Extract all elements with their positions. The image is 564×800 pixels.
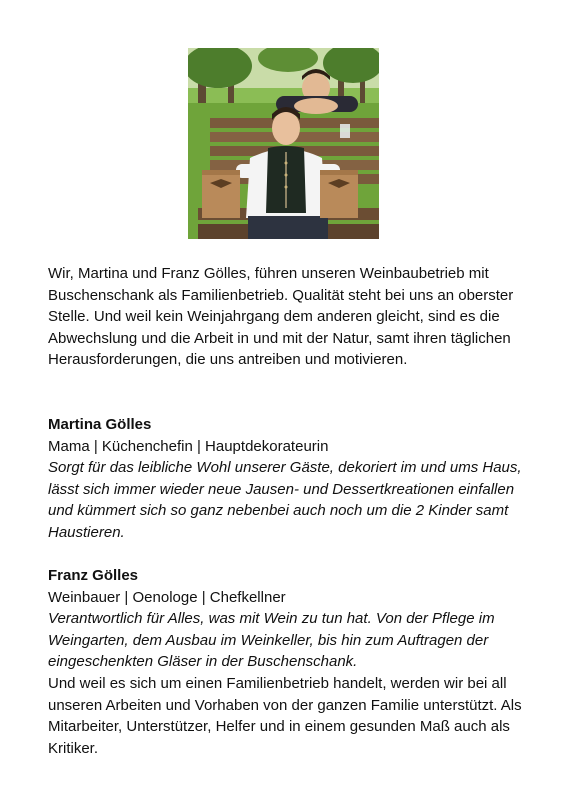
franz-section xyxy=(48,565,528,759)
franz-roles: Weinbauer | Oenologe | Chefkellner xyxy=(48,588,286,606)
franz-closing: Und weil es sich um einen Familienbetrieb handelt, werden wir bei all unseren Arbeiten und Vorhaben von der ganzen Familie unterstützt. Als Mitarbeiter, Unterstützer, Helfer und in einem gesunden Maß auch als Kritiker. xyxy=(48,674,522,757)
intro-text: Wir, Martina und Franz Gölles, führen unseren Weinbaubetrieb mit Buschenschank als Familienbetrieb. Qualität steht bei uns an oberster Stelle. Und weil kein Weinjahrgang dem anderen gleicht, sind es die Abwechslung und die Arbeit in und mit der Natur, samt ihren täglichen Herausforderungen, die uns antreiben und motivieren. xyxy=(48,265,514,369)
franz-name: Franz Gölles xyxy=(48,567,139,584)
martina-description: Sorgt für das leibliche Wohl unserer Gäste, dekoriert im und ums Haus, lässt sich immer wieder neue Jausen- und Dessertkreationen einfallen und kümmert sich so ganz nebenbei auch noch um die 2 Kinder samt Haustieren. xyxy=(48,459,522,541)
martina-name: Martina Gölles xyxy=(48,416,152,433)
franz-description: Verantwortlich für Alles, was mit Wein zu tun hat. Von der Pflege im Weingarten, dem Ausbau im Weinkeller, bis hin zum Auftragen der eingeschenkten Gläser in der Buschenschank. xyxy=(48,610,495,671)
family-photo xyxy=(188,48,379,239)
martina-section xyxy=(48,414,528,544)
intro-section xyxy=(48,263,528,371)
martina-roles: Mama | Küchenchefin | Hauptdekorateurin xyxy=(48,437,329,455)
family-photo-icon xyxy=(188,48,379,239)
